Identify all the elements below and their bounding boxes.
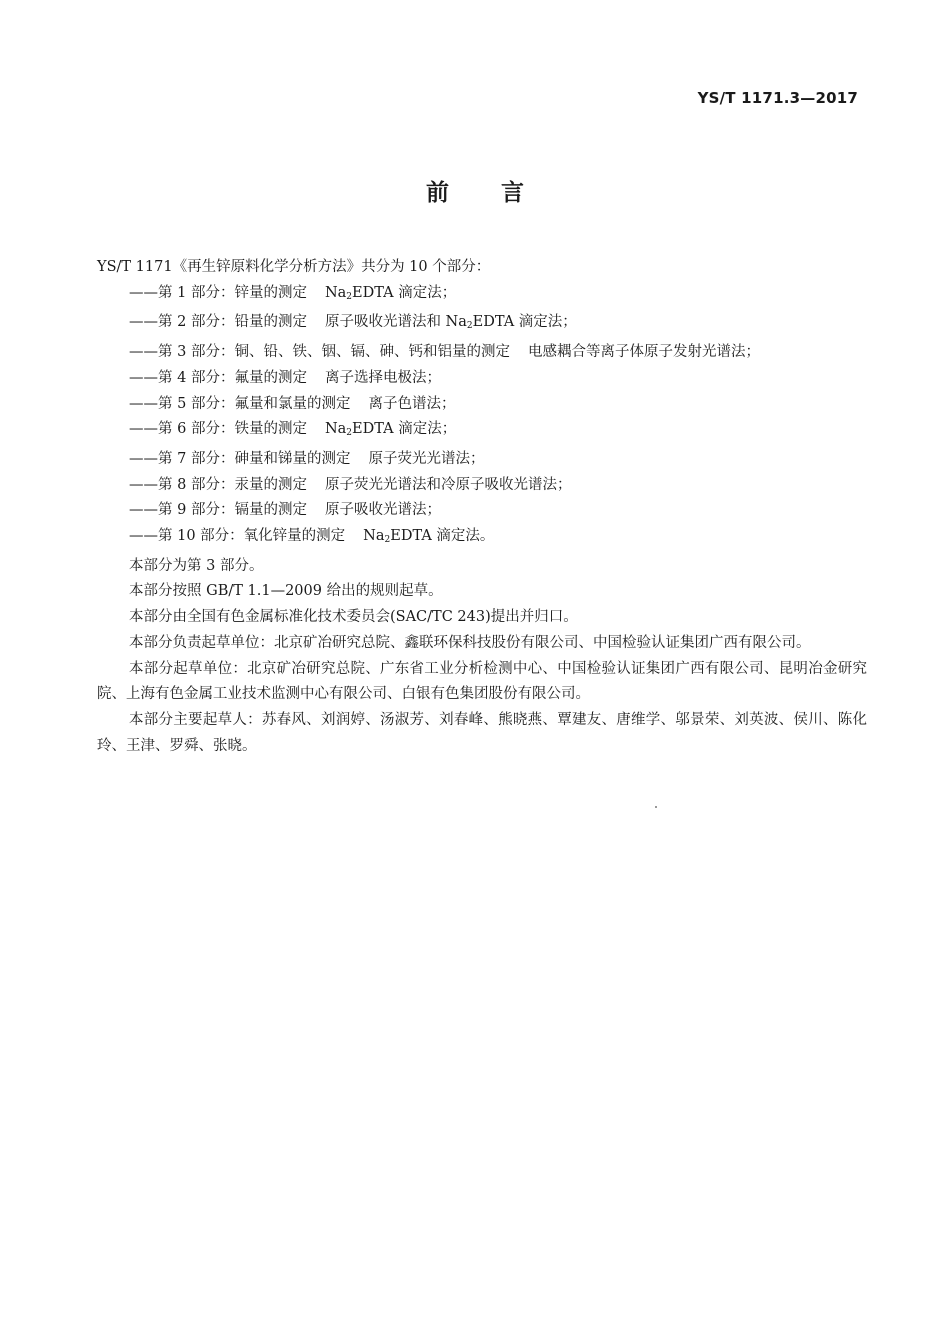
part-item: [97, 473, 867, 499]
part-title: ——第 3 部分：铜、铅、铁、铟、镉、砷、钙和铝量的测定: [129, 344, 510, 361]
part-method: 电感耦合等离子体原子发射光谱法；: [527, 344, 760, 361]
part-method: 原子荧光光谱法；: [368, 450, 485, 467]
part-method: Na: [324, 284, 347, 301]
parts-list: [97, 281, 867, 554]
part-title: ——第 5 部分：氟量和氯量的测定: [129, 395, 351, 412]
subscript: 2: [346, 428, 353, 439]
paragraph: 本部分起草单位：北京矿冶研究总院、广东省工业分析检测中心、中国检验认证集团广西有限公司、昆明冶金研究院、上海有色金属工业技术监测中心有限公司、白银有色集团股份有限公司。: [97, 660, 867, 703]
part-title: ——第 6 部分：铁量的测定: [129, 421, 307, 438]
part-method-suffix: EDTA 滴定法；: [352, 284, 457, 301]
subscript: 2: [466, 321, 473, 332]
part-method-suffix: EDTA 滴定法；: [472, 314, 577, 331]
subscript: 2: [346, 291, 353, 302]
part-method-suffix: EDTA 滴定法。: [390, 528, 495, 545]
part-title: ——第 10 部分：氧化锌量的测定: [129, 528, 346, 545]
part-title: ——第 8 部分：汞量的测定: [129, 476, 307, 493]
part-title: ——第 1 部分：锌量的测定: [129, 284, 307, 301]
part-item: [97, 417, 867, 447]
part-title: ——第 4 部分：氟量的测定: [129, 369, 307, 386]
part-item: [97, 524, 867, 554]
part-method: Na: [324, 421, 347, 438]
part-method: 原子吸收光谱法和 Na: [324, 314, 467, 331]
part-item: [97, 281, 867, 311]
subscript: 2: [384, 535, 391, 546]
part-method: Na: [363, 528, 385, 545]
paragraph: 本部分主要起草人：苏春风、刘润婷、汤淑芳、刘春峰、熊晓燕、覃建友、唐维学、邬景荣、刘英波、侯川、陈化玲、王津、罗舜、张晓。: [97, 711, 867, 754]
part-method-suffix: EDTA 滴定法；: [352, 421, 457, 438]
paragraph: 本部分按照 GB/T 1.1—2009 给出的规则起草。: [129, 583, 443, 600]
part-item: [97, 340, 867, 366]
page-title: 前言: [426, 180, 576, 206]
part-title: ——第 9 部分：镉量的测定: [129, 502, 307, 519]
part-item: [97, 366, 867, 392]
paragraph-list: [97, 554, 867, 760]
paragraph: 本部分为第 3 部分。: [129, 557, 264, 574]
standard-code: YS/T 1171.3—2017: [697, 89, 858, 107]
part-item: [97, 392, 867, 418]
part-item: [97, 310, 867, 340]
document-body: [97, 255, 867, 759]
part-title: ——第 2 部分：铅量的测定: [129, 314, 307, 331]
part-method: 离子选择电极法；: [324, 369, 441, 386]
part-item: [97, 498, 867, 524]
part-method: 原子吸收光谱法；: [324, 502, 441, 519]
scan-speck: [655, 806, 657, 808]
paragraph: 本部分由全国有色金属标准化技术委员会(SAC/TC 243)提出并归口。: [129, 609, 578, 626]
part-method: 原子荧光光谱法和冷原子吸收光谱法；: [324, 476, 572, 493]
part-method: 离子色谱法；: [368, 395, 456, 412]
part-title: ——第 7 部分：砷量和锑量的测定: [129, 450, 351, 467]
paragraph: 本部分负责起草单位：北京矿冶研究总院、鑫联环保科技股份有限公司、中国检验认证集团广西有限公司。: [129, 634, 811, 651]
intro-line: YS/T 1171《再生锌原料化学分析方法》共分为 10 个部分：: [97, 259, 491, 275]
part-item: [97, 447, 867, 473]
